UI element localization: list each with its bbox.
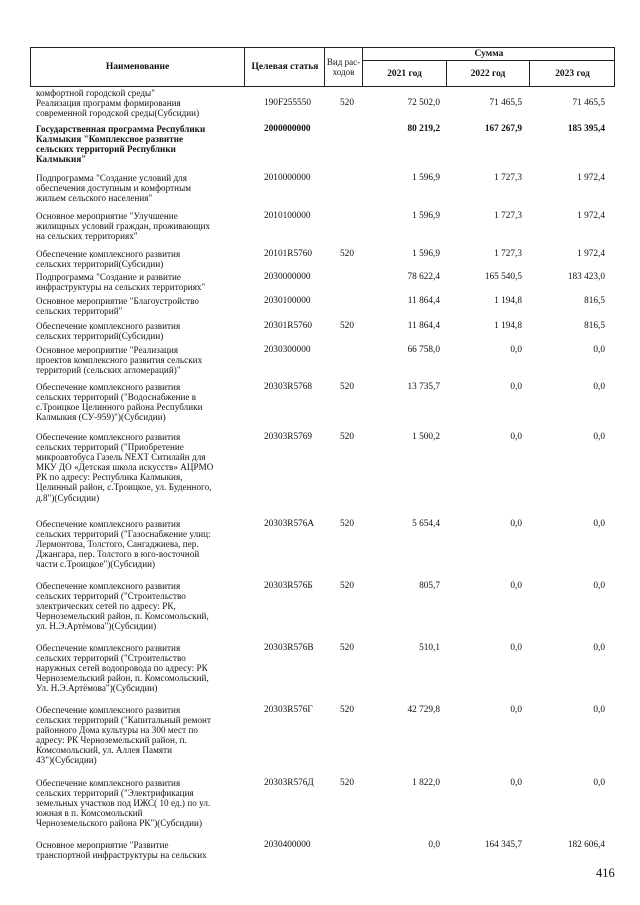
- row-code: 2030300000: [264, 345, 311, 355]
- row-2022: 164 345,7: [484, 840, 522, 850]
- row-name: Обеспечение комплексного развития сельских территорий ("Капитальный ремонт районного Дома культуры на 300 мест по адресу: РК Черноземельский район, п. Комсомольский, ул. Аллея Памяти 43")(Субсидии): [36, 705, 211, 766]
- row-name: Основное мероприятие "Развитие транспортной инфраструктуры на сельских: [36, 840, 207, 861]
- row-name: Подпрограмма "Создание и развитие инфраструктуры на сельских территориях": [36, 272, 206, 293]
- row-2021: 1 596,9: [412, 211, 440, 221]
- row-2022: 0,0: [510, 519, 522, 529]
- row-name: Обеспечение комплексного развития сельских территорий ("Электрификация земельных участков под ИЖС( 10 ед.) по ул. южная в п. Комсомольский Черноземельского района РК")(Субсидии): [36, 778, 211, 829]
- row-2022: 1 727,3: [494, 173, 522, 183]
- header-vid: Вид рас- ходов: [326, 57, 361, 77]
- row-vid: 520: [340, 98, 354, 108]
- row-2021: 11 864,4: [407, 296, 440, 306]
- row-vid: 520: [340, 321, 354, 331]
- row-code: 20303R576В: [264, 643, 314, 653]
- row-2021: 1 596,9: [412, 173, 440, 183]
- row-2021: 1 596,9: [412, 249, 440, 259]
- row-2021: 11 864,4: [407, 321, 440, 331]
- row-name: Государственная программа Республики Калмыкия "Комплексное развитие сельских территорий Республики Калмыкия": [36, 124, 206, 165]
- row-2023: 182 606,4: [567, 840, 605, 850]
- row-2021: 42 729,8: [407, 705, 440, 715]
- row-2021: 1 500,2: [412, 432, 440, 442]
- row-2022: 0,0: [510, 581, 522, 591]
- row-2023: 0,0: [593, 519, 605, 529]
- row-2022: 0,0: [510, 643, 522, 653]
- row-2022: 0,0: [510, 345, 522, 355]
- header-code: Целевая статья: [251, 61, 319, 72]
- row-2022: 0,0: [510, 382, 522, 392]
- row-2023: 1 972,4: [577, 211, 605, 221]
- header-year-2021: 2021 год: [387, 68, 422, 79]
- page-number: 416: [596, 866, 615, 880]
- row-code: 20303R576Д: [264, 778, 314, 788]
- row-name: Подпрограмма "Создание условий для обеспечения доступным и комфортным жильем сельского населения": [36, 173, 192, 204]
- row-2022: 71 465,5: [489, 98, 522, 108]
- row-code: 20301R5760: [264, 321, 313, 331]
- row-vid: 520: [340, 382, 354, 392]
- row-code: 2030100000: [264, 296, 311, 306]
- row-2023: 816,5: [584, 321, 605, 331]
- row-2022: 167 267,9: [484, 124, 522, 134]
- row-code: 20303R576Б: [264, 581, 313, 591]
- row-vid: 520: [340, 432, 354, 442]
- row-2022: 1 194,8: [494, 321, 522, 331]
- row-name: Обеспечение комплексного развития сельских территорий ("Приобретение микроавтобуса Газель NEXT Ситилайн для МКУ ДО «Детская школа искусств» АЦРМО РК по адресу: Республика Калмыкия, Целинный район, с.Троицкое, ул. Буденного, д.8")(Субсидии): [36, 432, 214, 503]
- row-2021: 0,0: [428, 840, 440, 850]
- row-2023: 0,0: [593, 382, 605, 392]
- row-vid: 520: [340, 581, 354, 591]
- row-code: 2030000000: [264, 272, 311, 282]
- row-name: Обеспечение комплексного развития сельских территорий ("Водоснабжение в с.Троицкое Целинного района Республики Калмыкия (СУ-959)")(Субсидии): [36, 382, 203, 423]
- row-2021: 510,1: [419, 643, 440, 653]
- row-2023: 1 972,4: [577, 249, 605, 259]
- row-2022: 1 727,3: [494, 249, 522, 259]
- row-2023: 0,0: [593, 581, 605, 591]
- header-divider: [244, 47, 245, 87]
- row-2022: 0,0: [510, 432, 522, 442]
- row-2021: 1 822,0: [412, 778, 440, 788]
- row-code: 2000000000: [264, 124, 311, 134]
- header-year-2022: 2022 год: [470, 68, 506, 79]
- row-vid: 520: [340, 519, 354, 529]
- header-sum: Сумма: [474, 48, 504, 59]
- row-code: 20101R5760: [264, 249, 313, 259]
- row-2021: 72 502,0: [407, 98, 440, 108]
- row-vid: 520: [340, 643, 354, 653]
- row-2021: 805,7: [419, 581, 440, 591]
- row-code: 2030400000: [264, 840, 311, 850]
- row-name: Реализация программ формирования современной городской среды(Субсидии): [36, 98, 200, 119]
- row-code: 2010100000: [264, 211, 311, 221]
- row-name: Основное мероприятие "Благоустройство сельских территорий": [36, 296, 200, 317]
- row-name: Обеспечение комплексного развития сельских территорий(Субсидии): [36, 321, 181, 342]
- row-vid: 520: [340, 778, 354, 788]
- row-2022: 1 194,8: [494, 296, 522, 306]
- row-2023: 816,5: [584, 296, 605, 306]
- row-2021: 80 219,2: [407, 124, 440, 134]
- row-vid: 520: [340, 249, 354, 259]
- row-2023: 183 423,0: [567, 272, 605, 282]
- row-2021: 13 735,7: [407, 382, 440, 392]
- row-2023: 1 972,4: [577, 173, 605, 183]
- row-code: 20303R576А: [264, 519, 315, 529]
- row-name: Основное мероприятие "Реализация проектов комплексного развития сельских территорий (сельских агломераций)": [36, 345, 203, 376]
- row-2021: 78 622,4: [407, 272, 440, 282]
- row-name: Основное мероприятие "Улучшение жилищных условий граждан, проживающих на сельских территориях": [36, 211, 211, 242]
- row-2021: 66 758,0: [407, 345, 440, 355]
- row-2023: 0,0: [593, 432, 605, 442]
- row-code: 190F255550: [264, 98, 312, 108]
- row-name: Обеспечение комплексного развития сельских территорий(Субсидии): [36, 249, 181, 270]
- header-year-2023: 2023 год: [555, 68, 590, 79]
- row-name: Обеспечение комплексного развития сельских территорий ("Строительство наружных сетей водопровода по адресу: РК Черноземельский район, п. Комсомольский, Ул. Н.Э.Артёмова")(Субсидии): [36, 643, 209, 694]
- row-2022: 0,0: [510, 778, 522, 788]
- row-2023: 0,0: [593, 705, 605, 715]
- row-name: Обеспечение комплексного развития сельских территорий ("Газоснабжение улиц: Лермонтова, Толстого, Сангаджиева, пер. Джангара, пер. Толстого в юго-восточной части с.Троицкое")(Субсидии): [36, 519, 211, 570]
- row-2022: 1 727,3: [494, 211, 522, 221]
- row-name: Обеспечение комплексного развития сельских территорий ("Строительство электрических сетей по адресу: РК, Черноземельский район, п. Комсомольский, ул. Н.Э.Артёмова")(Субсидии): [36, 581, 209, 632]
- row-2023: 185 395,4: [567, 124, 605, 134]
- row-name: комфортной городской среды": [36, 88, 155, 98]
- row-2023: 0,0: [593, 643, 605, 653]
- row-code: 20303R5768: [264, 382, 313, 392]
- row-code: 20303R5769: [264, 432, 313, 442]
- row-code: 2010000000: [264, 173, 311, 183]
- row-2021: 5 654,4: [412, 519, 440, 529]
- row-2023: 71 465,5: [572, 98, 605, 108]
- row-code: 20303R576Г: [264, 705, 313, 715]
- row-2023: 0,0: [593, 778, 605, 788]
- row-2022: 0,0: [510, 705, 522, 715]
- row-2023: 0,0: [593, 345, 605, 355]
- header-name: Наименование: [105, 61, 170, 72]
- row-2022: 165 540,5: [484, 272, 522, 282]
- row-vid: 520: [340, 705, 354, 715]
